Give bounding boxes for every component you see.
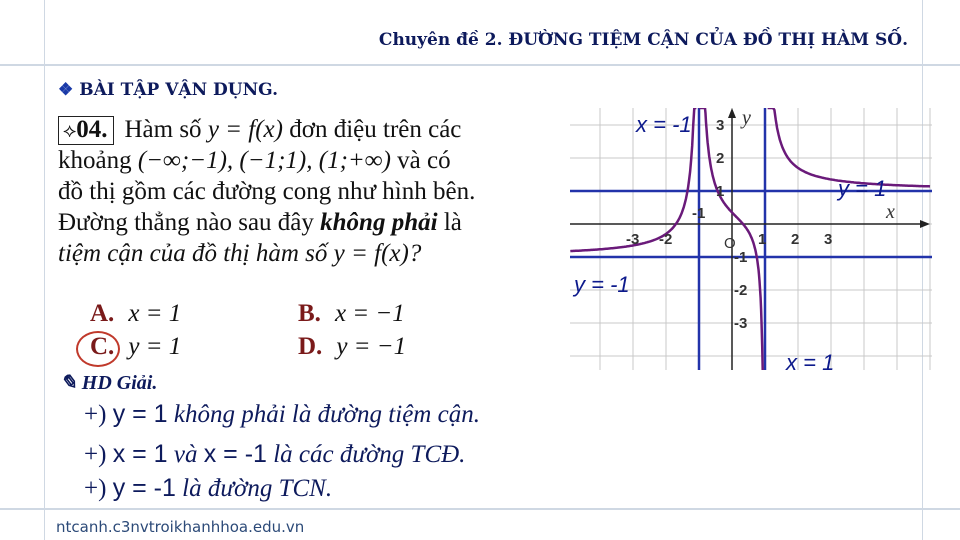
footer-site: ntcanh.c3nvtroikhanhhoa.edu.vn bbox=[56, 518, 305, 536]
solution-text: là đường TCN. bbox=[175, 475, 333, 502]
option-label: A. bbox=[90, 300, 115, 327]
option-label: B. bbox=[298, 300, 321, 327]
section-heading bbox=[58, 80, 278, 100]
solution-line-1 bbox=[84, 400, 480, 429]
section-title: BÀI TẬP VẬN DỤNG. bbox=[79, 80, 278, 100]
tick-label-y: 3 bbox=[716, 117, 725, 134]
option-math: x = −1 bbox=[334, 300, 405, 327]
solution-line-2 bbox=[84, 440, 465, 469]
tick-label-x: 1 bbox=[758, 231, 767, 248]
graph-svg bbox=[570, 108, 932, 370]
y-axis-arrow bbox=[728, 108, 736, 118]
tick-label-y: -3 bbox=[734, 315, 748, 332]
problem-text: khoảng bbox=[58, 147, 138, 174]
axes bbox=[570, 108, 930, 370]
option-math: y = −1 bbox=[336, 333, 407, 360]
math-expression: y = f(x)? bbox=[333, 240, 422, 267]
bullet-prefix: +) bbox=[84, 441, 113, 468]
math-expression: y = 1 bbox=[112, 400, 168, 428]
problem-line-1 bbox=[58, 114, 553, 145]
option-b[interactable] bbox=[298, 300, 405, 328]
tick-label-x: 3 bbox=[824, 231, 833, 248]
problem-line-4 bbox=[58, 207, 553, 238]
option-math: y = 1 bbox=[128, 333, 182, 360]
bullet-prefix: +) bbox=[84, 401, 113, 428]
emphasis-text: không phải bbox=[320, 209, 438, 236]
problem-text: Hàm số bbox=[124, 116, 208, 143]
problem-line-2 bbox=[58, 145, 553, 176]
problem-line-5 bbox=[58, 238, 553, 269]
option-a[interactable] bbox=[90, 300, 181, 328]
solution-line-3 bbox=[84, 474, 332, 503]
tick-label-y: -1 bbox=[734, 249, 748, 266]
solution-text: là các đường TCĐ. bbox=[266, 441, 466, 468]
math-expression: y = -1 bbox=[112, 474, 176, 502]
option-label: C. bbox=[90, 333, 115, 360]
label-x-pos1: x = 1 bbox=[786, 350, 835, 375]
question-number: 04. bbox=[76, 116, 108, 143]
math-expression: y = f(x) bbox=[207, 116, 283, 143]
math-expression: x = 1 bbox=[112, 440, 168, 468]
function-graph bbox=[570, 108, 932, 375]
solution-heading-text: HD Giải. bbox=[81, 372, 158, 394]
tick-label-x: -2 bbox=[659, 231, 673, 248]
math-expression: x = -1 bbox=[203, 440, 267, 468]
problem-text: là bbox=[437, 209, 462, 236]
solution-heading bbox=[60, 370, 157, 395]
x-axis-arrow bbox=[920, 220, 930, 228]
tick-label-y: -2 bbox=[734, 282, 748, 299]
diamond-icon: ❖ bbox=[58, 80, 74, 100]
option-math: x = 1 bbox=[128, 300, 182, 327]
tick-label-x: -3 bbox=[626, 231, 640, 248]
curves bbox=[570, 108, 930, 370]
header-divider bbox=[0, 64, 960, 66]
footer-divider bbox=[0, 508, 960, 510]
label-y-pos1: y = 1 bbox=[838, 176, 887, 201]
tick-label-x: 2 bbox=[791, 231, 800, 248]
problem-text: Đường thẳng nào sau đây bbox=[58, 209, 321, 236]
option-label: D. bbox=[298, 333, 323, 360]
frame-line-left bbox=[44, 0, 45, 540]
solution-text: và bbox=[167, 441, 204, 468]
problem-text: và có bbox=[390, 147, 451, 174]
tick-label-x: -1 bbox=[692, 205, 706, 222]
pencil-icon: ✎ bbox=[60, 372, 77, 394]
option-c[interactable] bbox=[90, 333, 181, 361]
problem-line-3: đồ thị gồm các đường cong như hình bên. bbox=[58, 178, 476, 205]
diamond-icon: ⟡ bbox=[63, 120, 77, 142]
page-title: Chuyên đề 2. ĐƯỜNG TIỆM CẬN CỦA ĐỒ THỊ HÀM SỐ. bbox=[378, 30, 908, 50]
problem-statement bbox=[58, 114, 553, 269]
tick-label-y: 1 bbox=[716, 183, 725, 200]
question-number-box bbox=[58, 116, 114, 145]
math-expression: (−∞;−1), (−1;1), (1;+∞) bbox=[137, 147, 391, 174]
problem-text: đơn điệu trên các bbox=[282, 116, 462, 143]
y-axis-label: y bbox=[742, 108, 751, 129]
tick-label-y: 2 bbox=[716, 150, 725, 167]
label-x-neg1: x = -1 bbox=[636, 112, 692, 137]
label-y-neg1: y = -1 bbox=[574, 272, 630, 297]
x-axis-label: x bbox=[886, 201, 895, 223]
solution-text: không phải là đường tiệm cận. bbox=[167, 401, 480, 428]
curve-right bbox=[768, 108, 930, 186]
option-d[interactable] bbox=[298, 333, 406, 361]
origin-label: O bbox=[724, 235, 736, 252]
bullet-prefix: +) bbox=[84, 475, 113, 502]
problem-text: tiệm cận của đồ thị hàm số bbox=[58, 240, 334, 267]
